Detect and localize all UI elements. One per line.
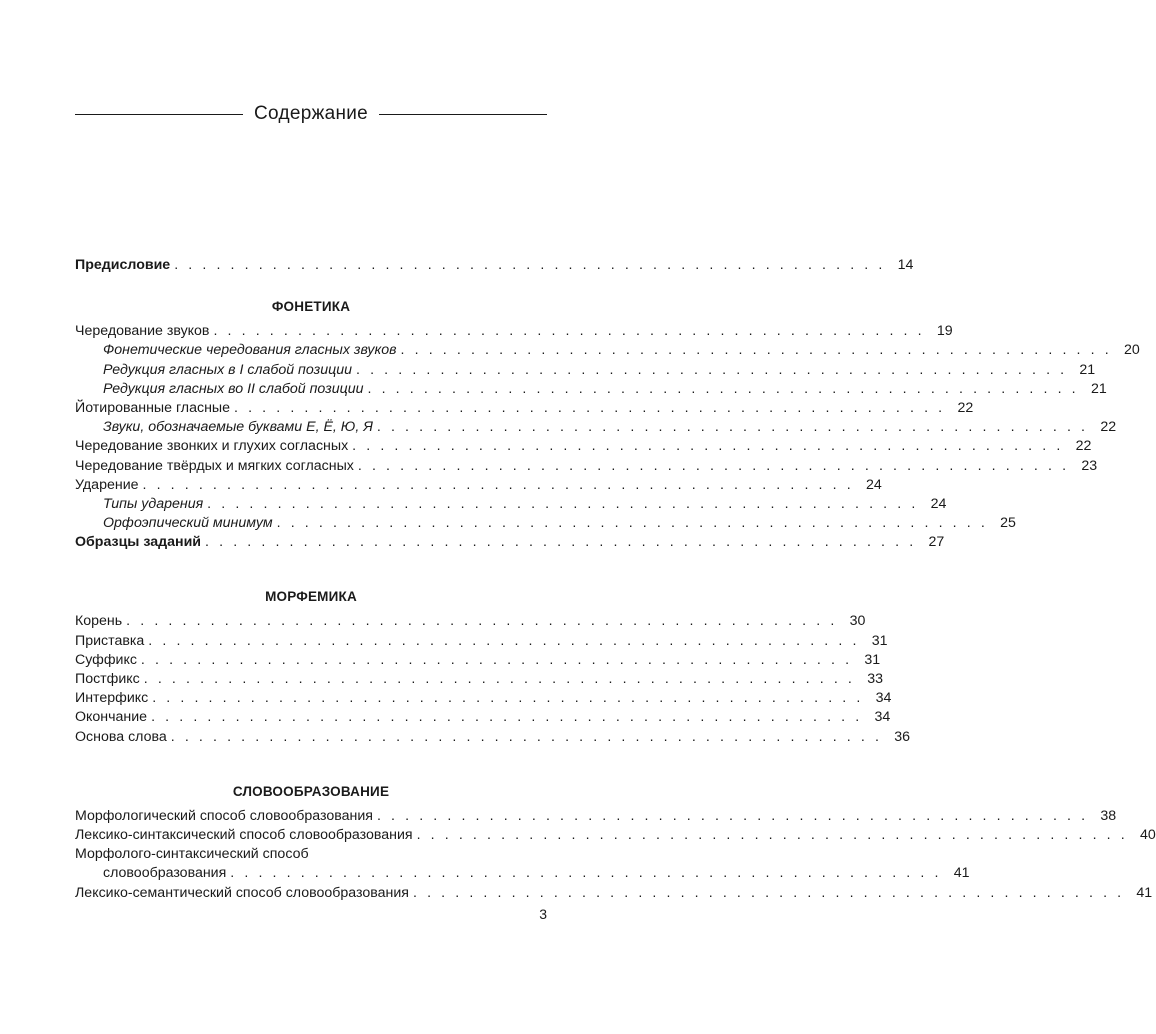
leader-dots: . . . . . . . . . . . . . . . . . . . . . . . . . . . . . . . . . . . . . . . . . . . . . . . . . . . — [276, 515, 988, 532]
toc-entry-page: 25 — [1000, 515, 1016, 532]
toc-entry[interactable] — [75, 689, 892, 708]
toc-entry-label: Морфологический способ словообразования — [75, 807, 373, 824]
toc-entry[interactable] — [75, 495, 947, 514]
toc-entry-page: 23 — [1081, 457, 1098, 474]
toc-entry-label: Морфолого-синтаксический способ — [75, 846, 309, 863]
toc-entry-page: 21 — [1079, 361, 1096, 378]
toc-entry-label: Постфикс — [75, 671, 140, 687]
leader-dots: . . . . . . . . . . . . . . . . . . . . . . . . . . . . . . . . . . . . . . . . . . . . . . . . . . . — [148, 632, 860, 649]
page-number: 3 — [539, 906, 547, 922]
toc-entry-page: 27 — [928, 534, 945, 551]
section-heading-morphemics: МОРФЕМИКА — [265, 589, 357, 605]
toc-entry-label: Образцы заданий — [75, 534, 202, 551]
toc-entry[interactable] — [75, 632, 888, 651]
toc-entry-page: 14 — [897, 257, 914, 273]
section-heading-phonetics: ФОНЕТИКА — [271, 299, 351, 315]
toc-entry-page: 22 — [1100, 419, 1117, 436]
toc-entry-page: 22 — [1075, 438, 1092, 455]
toc-entry-label: Чередование твёрдых и мягких согласных — [75, 457, 354, 474]
toc-entry[interactable] — [75, 612, 866, 631]
toc-entry[interactable] — [75, 884, 1153, 903]
leader-dots: . . . . . . . . . . . . . . . . . . . . . . . . . . . . . . . . . . . . . . . . . . . . . . . . . . . — [416, 826, 1128, 843]
toc-entry-page: 24 — [930, 495, 947, 512]
toc-entry[interactable] — [75, 728, 910, 747]
toc-entry-page: 34 — [874, 709, 891, 726]
leader-dots: . . . . . . . . . . . . . . . . . . . . . . . . . . . . . . . . . . . . . . . . . . . . . . . . . . . — [400, 342, 1112, 359]
toc-entry-page: 30 — [849, 613, 866, 630]
leader-dots: . . . . . . . . . . . . . . . . . . . . . . . . . . . . . . . . . . . . . . . . . . . . . . . . . . . — [151, 709, 863, 726]
toc-entry-page: 20 — [1123, 342, 1140, 359]
toc-entry[interactable] — [75, 476, 882, 495]
toc-entry[interactable] — [75, 514, 1016, 533]
toc-entry-label: Редукция гласных во II слабой позиции — [103, 380, 364, 397]
toc-entry[interactable] — [75, 533, 945, 552]
toc-entry[interactable] — [75, 845, 547, 864]
toc-entry[interactable] — [75, 457, 1098, 476]
leader-dots: . . . . . . . . . . . . . . . . . . . . . . . . . . . . . . . . . . . . . . . . . . . . . . . . . . . — [357, 457, 1070, 474]
leader-dots: . . . . . . . . . . . . . . . . . . . . . . . . . . . . . . . . . . . . . . . . . . . . . . . . . . . — [234, 399, 946, 416]
toc-entry[interactable] — [75, 708, 891, 727]
toc-entry-page: 34 — [875, 690, 892, 707]
toc-entry-preface[interactable] — [75, 256, 914, 275]
leader-dots: . . . . . . . . . . . . . . . . . . . . . . . . . . . . . . . . . . . . . . . . . . . . . . . . . . . — [170, 728, 882, 745]
toc-entry-label: Орфоэпический минимум — [103, 515, 273, 532]
leader-dots: . . . . . . . . . . . . . . . . . . . . . . . . . . . . . . . . . . . . . . . . . . . . . . . . . . . — [376, 419, 1089, 436]
leader-dots: . . . . . . . . . . . . . . . . . . . . . . . . . . . . . . . . . . . . . . . . . . . . . . . . . . . — [213, 323, 925, 340]
toc-entry-page: 31 — [864, 651, 881, 668]
toc-entry-page: 41 — [1136, 884, 1153, 901]
toc-entry-page: 41 — [953, 865, 970, 882]
header-rule-right — [379, 114, 547, 115]
toc-entry-page: 21 — [1090, 380, 1107, 397]
toc-entry-label: Лексико-семантический способ словообразования — [75, 884, 409, 901]
table-of-contents — [75, 256, 1156, 903]
leader-dots: . . . . . . . . . . . . . . . . . . . . . . . . . . . . . . . . . . . . . . . . . . . . . . . . . . . — [142, 476, 854, 493]
leader-dots: . . . . . . . . . . . . . . . . . . . . . . . . . . . . . . . . . . . . . . . . . . . . . . . . . . . — [412, 884, 1125, 901]
toc-entry-page: 36 — [894, 728, 910, 745]
toc-entry-label: Чередование звуков — [75, 323, 210, 340]
toc-entry-label: Основа слова — [75, 728, 167, 745]
toc-entry-label: Звуки, обозначаемые буквами Е, Ё, Ю, Я — [103, 419, 373, 436]
toc-entry-label: Окончание — [75, 709, 148, 726]
toc-entry[interactable] — [75, 864, 970, 883]
toc-entry-page: 31 — [871, 632, 888, 649]
toc-entry-page: 24 — [865, 476, 882, 493]
toc-entry-label: Приставка — [75, 632, 145, 649]
toc-entry[interactable] — [75, 651, 881, 670]
leader-dots: . . . . . . . . . . . . . . . . . . . . . . . . . . . . . . . . . . . . . . . . . . . . . . . . . . . — [355, 361, 1068, 378]
toc-entry[interactable] — [75, 341, 1140, 360]
leader-dots: . . . . . . . . . . . . . . . . . . . . . . . . . . . . . . . . . . . . . . . . . . . . . . . . . . . — [205, 534, 917, 551]
toc-entry[interactable] — [75, 437, 1092, 456]
leader-dots: . . . . . . . . . . . . . . . . . . . . . . . . . . . . . . . . . . . . . . . . . . . . . . . . . . . — [174, 257, 886, 273]
toc-entry-label: Суффикс — [75, 651, 137, 668]
toc-entry[interactable] — [75, 418, 1117, 437]
toc-entry-label: Корень — [75, 613, 123, 630]
toc-entry[interactable] — [75, 826, 1156, 845]
toc-entry[interactable] — [75, 670, 883, 689]
toc-entry-label: словообразования — [103, 865, 227, 882]
toc-entry-label: Предисловие — [75, 257, 171, 273]
toc-entry-label: Лексико-синтаксический способ словообразования — [75, 826, 413, 843]
toc-entry[interactable] — [75, 380, 1107, 399]
toc-entry-label: Чередование звонких и глухих согласных — [75, 438, 349, 455]
toc-entry-page: 33 — [867, 671, 883, 687]
toc-header — [75, 100, 547, 128]
leader-dots: . . . . . . . . . . . . . . . . . . . . . . . . . . . . . . . . . . . . . . . . . . . . . . . . . . . — [207, 495, 919, 512]
toc-entry-page: 40 — [1140, 826, 1156, 843]
toc-entry-label: Фонетические чередования гласных звуков — [103, 342, 397, 359]
toc-entry-label: Интерфикс — [75, 690, 149, 707]
toc-entry-label: Йотированные гласные — [75, 399, 230, 416]
toc-entry-label: Типы ударения — [103, 495, 204, 512]
toc-entry-page: 22 — [957, 399, 974, 416]
leader-dots: . . . . . . . . . . . . . . . . . . . . . . . . . . . . . . . . . . . . . . . . . . . . . . . . . . . — [367, 380, 1079, 397]
toc-entry-label: Ударение — [75, 476, 139, 493]
page-title: Содержание — [253, 103, 369, 124]
leader-dots: . . . . . . . . . . . . . . . . . . . . . . . . . . . . . . . . . . . . . . . . . . . . . . . . . . . — [143, 671, 855, 687]
leader-dots: . . . . . . . . . . . . . . . . . . . . . . . . . . . . . . . . . . . . . . . . . . . . . . . . . . . — [140, 651, 853, 668]
leader-dots: . . . . . . . . . . . . . . . . . . . . . . . . . . . . . . . . . . . . . . . . . . . . . . . . . . . — [352, 438, 1064, 455]
toc-entry[interactable] — [75, 361, 1096, 380]
toc-entry-page: 38 — [1100, 807, 1117, 824]
section-heading-wordformation: СЛОВООБРАЗОВАНИЕ — [232, 783, 390, 799]
toc-entry[interactable] — [75, 399, 974, 418]
toc-entry[interactable] — [75, 807, 1117, 826]
leader-dots: . . . . . . . . . . . . . . . . . . . . . . . . . . . . . . . . . . . . . . . . . . . . . . . . . . . — [376, 807, 1089, 824]
toc-entry-page: 19 — [936, 323, 953, 340]
toc-entry[interactable] — [75, 322, 953, 341]
toc-entry-label: Редукция гласных в I слабой позиции — [103, 361, 352, 378]
leader-dots: . . . . . . . . . . . . . . . . . . . . . . . . . . . . . . . . . . . . . . . . . . . . . . . . . . . — [230, 865, 942, 882]
leader-dots: . . . . . . . . . . . . . . . . . . . . . . . . . . . . . . . . . . . . . . . . . . . . . . . . . . . — [152, 690, 864, 707]
leader-dots: . . . . . . . . . . . . . . . . . . . . . . . . . . . . . . . . . . . . . . . . . . . . . . . . . . . — [126, 613, 838, 630]
header-rule-left — [75, 114, 243, 115]
